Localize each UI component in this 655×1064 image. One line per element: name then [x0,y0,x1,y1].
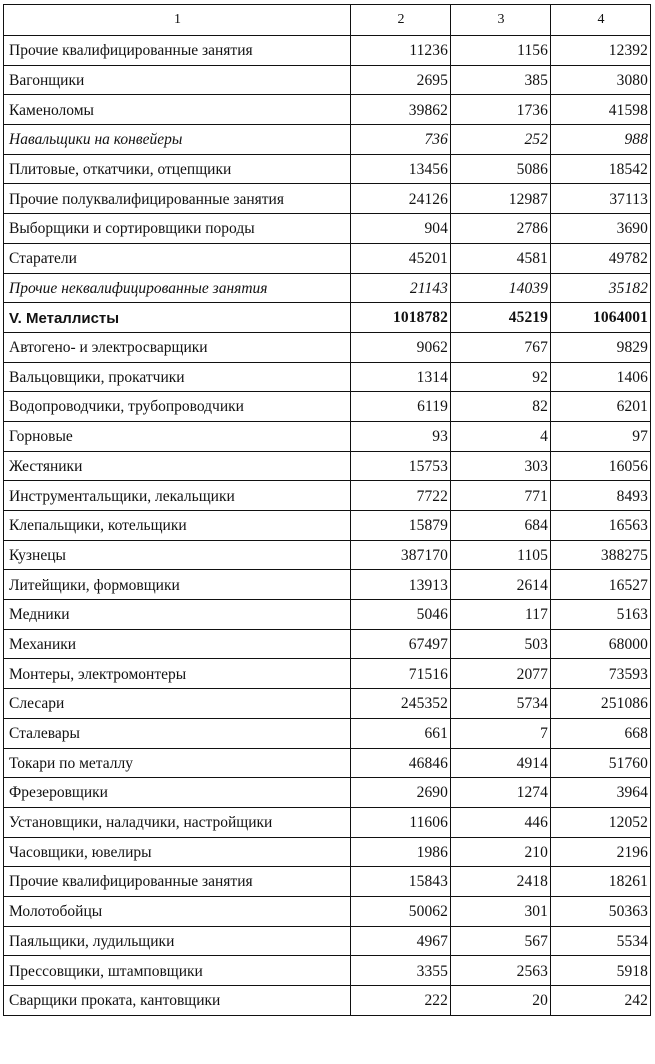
table-row [4,748,651,778]
value-cell-column-4: 12392 [551,36,651,66]
value-cell-column-3: 4 [451,421,551,451]
value-cell-column-2: 2690 [351,778,451,808]
column-header-3: 3 [451,5,551,36]
value-cell-column-4: 18261 [551,867,651,897]
table-row [4,481,651,511]
table-row [4,689,651,719]
occupation-cell: Инструментальщики, лекальщики [4,481,351,511]
occupation-cell: Монтеры, электромонтеры [4,659,351,689]
table-row [4,332,651,362]
value-cell-column-2: 39862 [351,95,451,125]
value-cell-column-4: 6201 [551,392,651,422]
value-cell-column-4: 18542 [551,154,651,184]
value-cell-column-2: 1314 [351,362,451,392]
value-cell-column-2: 3355 [351,956,451,986]
table-header [4,5,651,36]
value-cell-column-2: 50062 [351,896,451,926]
table-row [4,956,651,986]
value-cell-column-4: 388275 [551,540,651,570]
value-cell-column-4: 97 [551,421,651,451]
value-cell-column-4: 16527 [551,570,651,600]
occupation-cell: Сварщики проката, кантовщики [4,986,351,1016]
table-row [4,867,651,897]
occupation-cell: Навальщики на конвейеры [4,125,351,155]
value-cell-column-2: 222 [351,986,451,1016]
value-cell-column-4: 3690 [551,214,651,244]
occupation-cell: Механики [4,629,351,659]
occupation-cell: Токари по металлу [4,748,351,778]
value-cell-column-3: 301 [451,896,551,926]
value-cell-column-4: 12052 [551,807,651,837]
occupation-cell: Выборщики и сортировщики породы [4,214,351,244]
value-cell-column-3: 503 [451,629,551,659]
value-cell-column-4: 5918 [551,956,651,986]
table-row [4,392,651,422]
value-cell-column-4: 16056 [551,451,651,481]
value-cell-column-2: 661 [351,718,451,748]
occupation-cell: Старатели [4,243,351,273]
value-cell-column-2: 71516 [351,659,451,689]
table-row [4,986,651,1016]
occupation-cell: Вальцовщики, прокатчики [4,362,351,392]
table-row [4,807,651,837]
table-row [4,303,651,333]
value-cell-column-3: 12987 [451,184,551,214]
value-cell-column-2: 5046 [351,600,451,630]
value-cell-column-3: 1736 [451,95,551,125]
occupation-cell: Прессовщики, штамповщики [4,956,351,986]
value-cell-column-2: 13456 [351,154,451,184]
value-cell-column-2: 387170 [351,540,451,570]
table-row [4,214,651,244]
value-cell-column-2: 4967 [351,926,451,956]
occupation-cell: V. Металлисты [4,303,351,333]
table-row [4,837,651,867]
occupation-cell: Установщики, наладчики, настройщики [4,807,351,837]
value-cell-column-2: 93 [351,421,451,451]
value-cell-column-3: 1105 [451,540,551,570]
value-cell-column-3: 2077 [451,659,551,689]
value-cell-column-2: 245352 [351,689,451,719]
value-cell-column-2: 1018782 [351,303,451,333]
value-cell-column-4: 988 [551,125,651,155]
column-header-4: 4 [551,5,651,36]
value-cell-column-3: 767 [451,332,551,362]
table-row [4,540,651,570]
value-cell-column-4: 37113 [551,184,651,214]
value-cell-column-3: 210 [451,837,551,867]
value-cell-column-4: 251086 [551,689,651,719]
table-row [4,65,651,95]
table-row [4,629,651,659]
value-cell-column-2: 11236 [351,36,451,66]
table-row [4,718,651,748]
value-cell-column-2: 21143 [351,273,451,303]
table-row [4,125,651,155]
occupation-cell: Молотобойцы [4,896,351,926]
value-cell-column-4: 5163 [551,600,651,630]
value-cell-column-2: 13913 [351,570,451,600]
occupation-cell: Клепальщики, котельщики [4,511,351,541]
occupation-cell: Прочие квалифицированные занятия [4,867,351,897]
value-cell-column-3: 385 [451,65,551,95]
value-cell-column-2: 45201 [351,243,451,273]
occupation-cell: Водопроводчики, трубопроводчики [4,392,351,422]
value-cell-column-3: 1274 [451,778,551,808]
table-row [4,362,651,392]
value-cell-column-3: 446 [451,807,551,837]
value-cell-column-3: 14039 [451,273,551,303]
value-cell-column-4: 9829 [551,332,651,362]
value-cell-column-2: 67497 [351,629,451,659]
value-cell-column-4: 3964 [551,778,651,808]
table-row [4,778,651,808]
occupation-cell: Фрезеровщики [4,778,351,808]
value-cell-column-3: 2418 [451,867,551,897]
table-row [4,896,651,926]
column-header-1: 1 [4,5,351,36]
table-row [4,926,651,956]
occupation-cell: Вагонщики [4,65,351,95]
table-row [4,36,651,66]
value-cell-column-3: 7 [451,718,551,748]
occupation-cell: Кузнецы [4,540,351,570]
value-cell-column-3: 252 [451,125,551,155]
value-cell-column-3: 20 [451,986,551,1016]
value-cell-column-2: 2695 [351,65,451,95]
value-cell-column-4: 51760 [551,748,651,778]
value-cell-column-4: 1064001 [551,303,651,333]
occupation-cell: Плитовые, откатчики, отцепщики [4,154,351,184]
value-cell-column-4: 68000 [551,629,651,659]
value-cell-column-3: 117 [451,600,551,630]
table-row [4,154,651,184]
value-cell-column-3: 92 [451,362,551,392]
table-row [4,511,651,541]
occupation-cell: Медники [4,600,351,630]
value-cell-column-3: 1156 [451,36,551,66]
occupation-cell: Прочие неквалифицированные занятия [4,273,351,303]
value-cell-column-4: 41598 [551,95,651,125]
table-body [4,36,651,1016]
value-cell-column-2: 46846 [351,748,451,778]
value-cell-column-4: 5534 [551,926,651,956]
value-cell-column-4: 2196 [551,837,651,867]
table-row [4,451,651,481]
occupation-cell: Каменоломы [4,95,351,125]
statistics-table [3,4,651,1016]
column-header-2: 2 [351,5,451,36]
value-cell-column-2: 15843 [351,867,451,897]
value-cell-column-4: 49782 [551,243,651,273]
table-row [4,243,651,273]
value-cell-column-3: 4581 [451,243,551,273]
value-cell-column-2: 736 [351,125,451,155]
value-cell-column-3: 4914 [451,748,551,778]
occupation-cell: Часовщики, ювелиры [4,837,351,867]
value-cell-column-4: 50363 [551,896,651,926]
table-row [4,184,651,214]
occupation-cell: Слесари [4,689,351,719]
occupation-cell: Прочие квалифицированные занятия [4,36,351,66]
occupation-cell: Прочие полуквалифицированные занятия [4,184,351,214]
value-cell-column-3: 45219 [451,303,551,333]
value-cell-column-3: 82 [451,392,551,422]
occupation-cell: Жестяники [4,451,351,481]
value-cell-column-2: 15879 [351,511,451,541]
value-cell-column-2: 9062 [351,332,451,362]
value-cell-column-2: 24126 [351,184,451,214]
table-row [4,273,651,303]
value-cell-column-4: 73593 [551,659,651,689]
table-row [4,659,651,689]
value-cell-column-3: 771 [451,481,551,511]
occupation-cell: Литейщики, формовщики [4,570,351,600]
occupation-cell: Автогено- и электросварщики [4,332,351,362]
table-row [4,570,651,600]
table-row [4,421,651,451]
value-cell-column-4: 3080 [551,65,651,95]
value-cell-column-3: 2563 [451,956,551,986]
value-cell-column-2: 6119 [351,392,451,422]
table-row [4,600,651,630]
value-cell-column-3: 5086 [451,154,551,184]
header-row [4,5,651,36]
value-cell-column-4: 668 [551,718,651,748]
occupation-cell: Сталевары [4,718,351,748]
value-cell-column-3: 567 [451,926,551,956]
occupation-cell: Паяльщики, лудильщики [4,926,351,956]
value-cell-column-3: 5734 [451,689,551,719]
value-cell-column-4: 8493 [551,481,651,511]
value-cell-column-4: 35182 [551,273,651,303]
value-cell-column-2: 7722 [351,481,451,511]
occupation-cell: Горновые [4,421,351,451]
value-cell-column-4: 242 [551,986,651,1016]
value-cell-column-3: 2614 [451,570,551,600]
value-cell-column-4: 1406 [551,362,651,392]
value-cell-column-2: 1986 [351,837,451,867]
value-cell-column-2: 15753 [351,451,451,481]
table-row [4,95,651,125]
value-cell-column-2: 904 [351,214,451,244]
value-cell-column-3: 2786 [451,214,551,244]
value-cell-column-3: 303 [451,451,551,481]
value-cell-column-3: 684 [451,511,551,541]
value-cell-column-2: 11606 [351,807,451,837]
value-cell-column-4: 16563 [551,511,651,541]
